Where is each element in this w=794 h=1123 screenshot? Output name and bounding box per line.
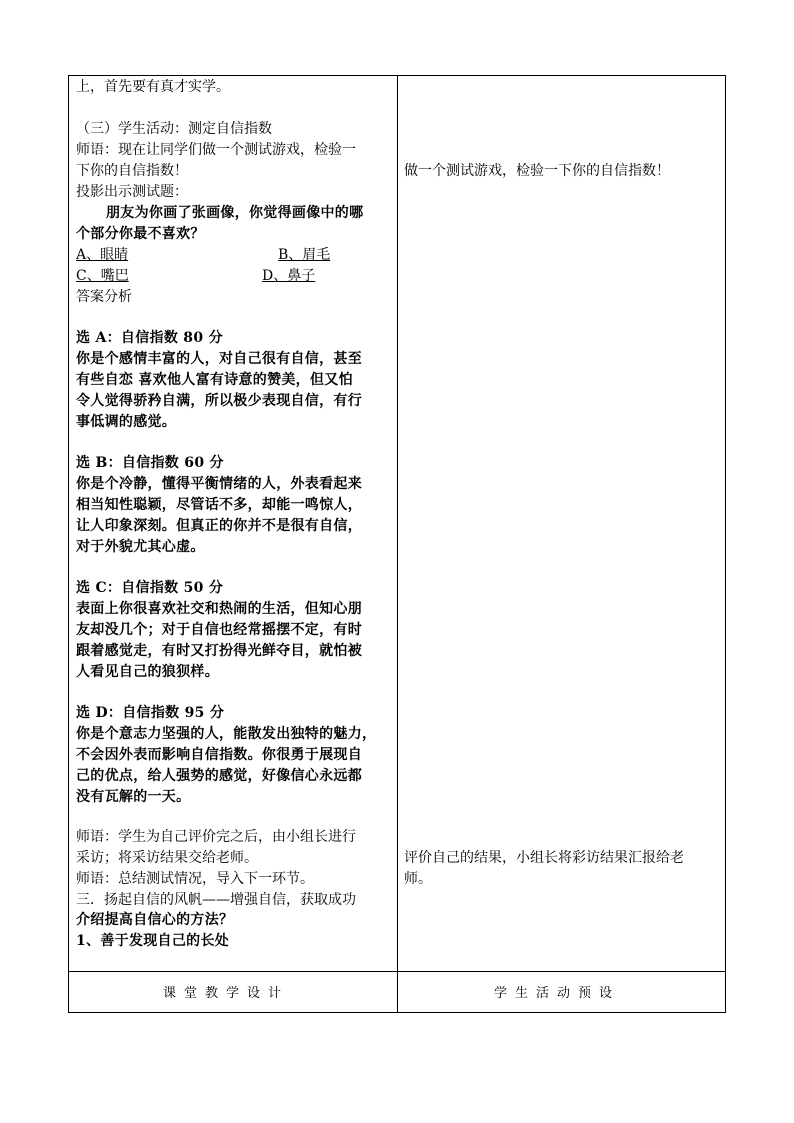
- text-line: 投影出示测试题：: [76, 184, 188, 200]
- answer-text: 你是个意志力坚强的人，能散发出独特的魅力，: [76, 726, 377, 742]
- answer-heading-d: 选 D：自信指数 95 分: [76, 705, 225, 721]
- answer-text: 跟着感觉走，有时又打扮得光鲜夺目，就怕被: [76, 643, 362, 659]
- answer-heading-a: 选 A：自信指数 80 分: [76, 330, 223, 346]
- text-line: 师语：学生为自己评价完之后，由小组长进行: [76, 829, 356, 845]
- answer-text: 不会因外表而影响自信指数。你很勇于展现自: [76, 747, 362, 763]
- answer-text: 没有瓦解的一天。: [76, 789, 191, 805]
- answer-text: 你是个感情丰富的人，对自己很有自信，甚至: [76, 351, 362, 367]
- text-line: 师语：总结测试情况，导入下一环节。: [76, 871, 314, 887]
- answer-text: 令人觉得骄矜自满，所以极少表现自信，有行: [76, 393, 362, 409]
- answer-heading-c: 选 C：自信指数 50 分: [76, 580, 224, 596]
- footer-divider: [69, 971, 725, 972]
- option-d: D、鼻子: [262, 268, 316, 284]
- student-activity-text: 做一个测试游戏，检验一下你的自信指数！: [404, 163, 670, 179]
- answer-text: 表面上你很喜欢社交和热闹的生活，但知心朋: [76, 601, 362, 617]
- text-line: 上，首先要有真才实学。: [76, 79, 230, 95]
- answer-text: 人看见自己的狼狈样。: [76, 664, 219, 680]
- text-line: 采访；将采访结果交给老师。: [76, 850, 258, 866]
- text-line: 1、善于发现自己的长处: [76, 933, 230, 949]
- section-heading: 三．扬起自信的风帆——增强自信，获取成功: [76, 892, 356, 908]
- student-activity-text: 师。: [404, 871, 432, 887]
- student-activity-text: 评价自己的结果，小组长将彩访结果汇报给老: [404, 850, 684, 866]
- answer-heading-b: 选 B：自信指数 60 分: [76, 455, 224, 471]
- answer-text: 友却没几个；对于自信也经常摇摆不定，有时: [76, 622, 362, 638]
- option-a: A、眼睛: [76, 247, 129, 263]
- answer-text: 事低调的感觉。: [76, 414, 177, 430]
- answer-text: 对于外貌尤其心虚。: [76, 539, 205, 555]
- section-heading: （三）学生活动：测定自信指数: [76, 121, 272, 137]
- answer-text: 你是个冷静，懂得平衡情绪的人，外表看起来: [76, 476, 362, 492]
- answer-text: 己的优点，给人强势的感觉，好像信心永远都: [76, 768, 362, 784]
- text-line: 介绍提高自信心的方法？: [76, 912, 234, 928]
- answer-text: 让人印象深刻。但真正的你并不是很有自信，: [76, 518, 362, 534]
- text-line: 师语：现在让同学们做一个测试游戏，检验一: [76, 142, 356, 158]
- answer-text: 有些自恋 喜欢他人富有诗意的赞美，但又怕: [76, 372, 353, 388]
- footer-label-left: 课堂教学设计: [163, 986, 290, 1001]
- option-b: B、眉毛: [278, 247, 331, 263]
- column-divider: [397, 76, 398, 1012]
- footer-label-right: 学生活动预设: [494, 986, 621, 1001]
- option-c: C、嘴巴: [76, 268, 129, 284]
- question-text: 朋友为你画了张画像，你觉得画像中的哪: [106, 205, 364, 221]
- question-text: 个部分你最不喜欢？: [76, 226, 205, 242]
- text-line: 答案分析: [76, 289, 132, 305]
- text-line: 下你的自信指数！: [76, 163, 188, 179]
- answer-text: 相当知性聪颖，尽管话不多，却能一鸣惊人，: [76, 497, 362, 513]
